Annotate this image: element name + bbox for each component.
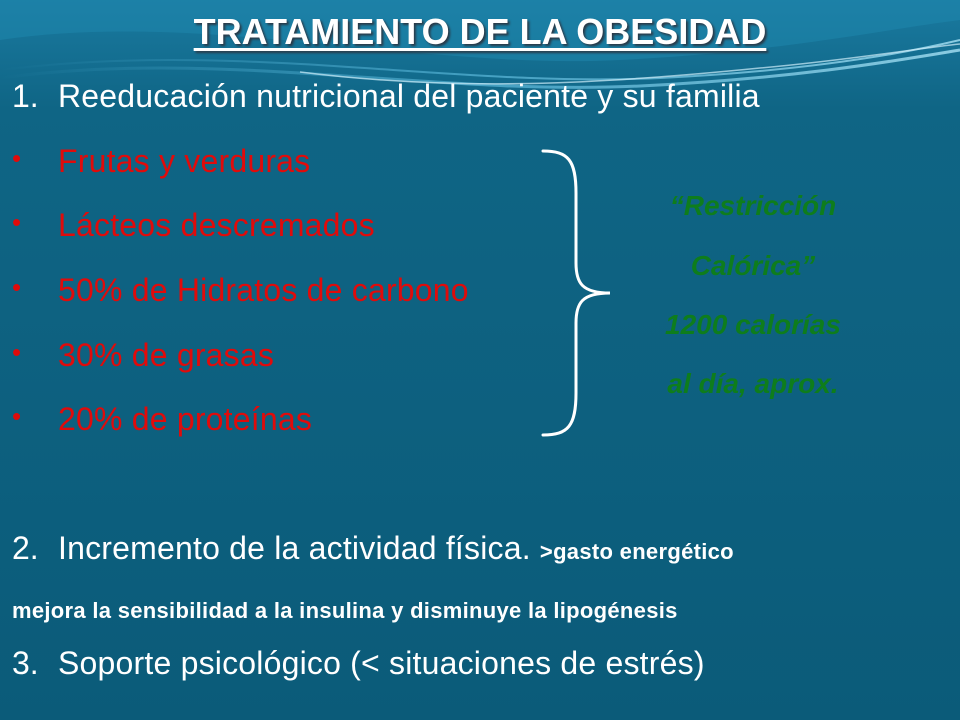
slide-title: TRATAMIENTO DE LA OBESIDAD [193,11,767,52]
item-2-number: 2. [12,530,39,566]
item-3-text: Soporte psicológico (< situaciones de estrés) [58,645,705,681]
note-line: 1200 calorías [665,309,841,340]
bullet-text: Lácteos descremados [58,207,375,243]
bullet-text: 20% de proteínas [58,401,313,437]
note-line: al día, aprox. [667,368,839,399]
bullet-icon: • [12,337,22,367]
item-2-text: Incremento de la actividad física. [58,530,531,566]
bullet-icon: • [12,207,22,237]
bullet-icon: • [12,272,22,302]
note-line: “Restricción [669,190,837,221]
bullet-icon: • [12,143,22,173]
item-3-number: 3. [12,645,39,681]
item-2-text-wrap [58,530,734,567]
bullet-text: Frutas y verduras [58,143,311,179]
bullet-text: 50% de Hidratos de carbono [58,272,469,308]
item-2-bold: >gasto energético [539,539,734,564]
bullet-text: 30% de grasas [58,337,275,373]
note-line: Calórica” [690,250,816,281]
item-1-number: 1. [12,78,39,114]
bullet-icon: • [12,401,22,431]
curly-brace-icon [538,148,618,438]
item-2-continuation: mejora la sensibilidad a la insulina y disminuye la lipogénesis [12,598,678,623]
item-1-text: Reeducación nutricional del paciente y su familia [58,78,760,114]
